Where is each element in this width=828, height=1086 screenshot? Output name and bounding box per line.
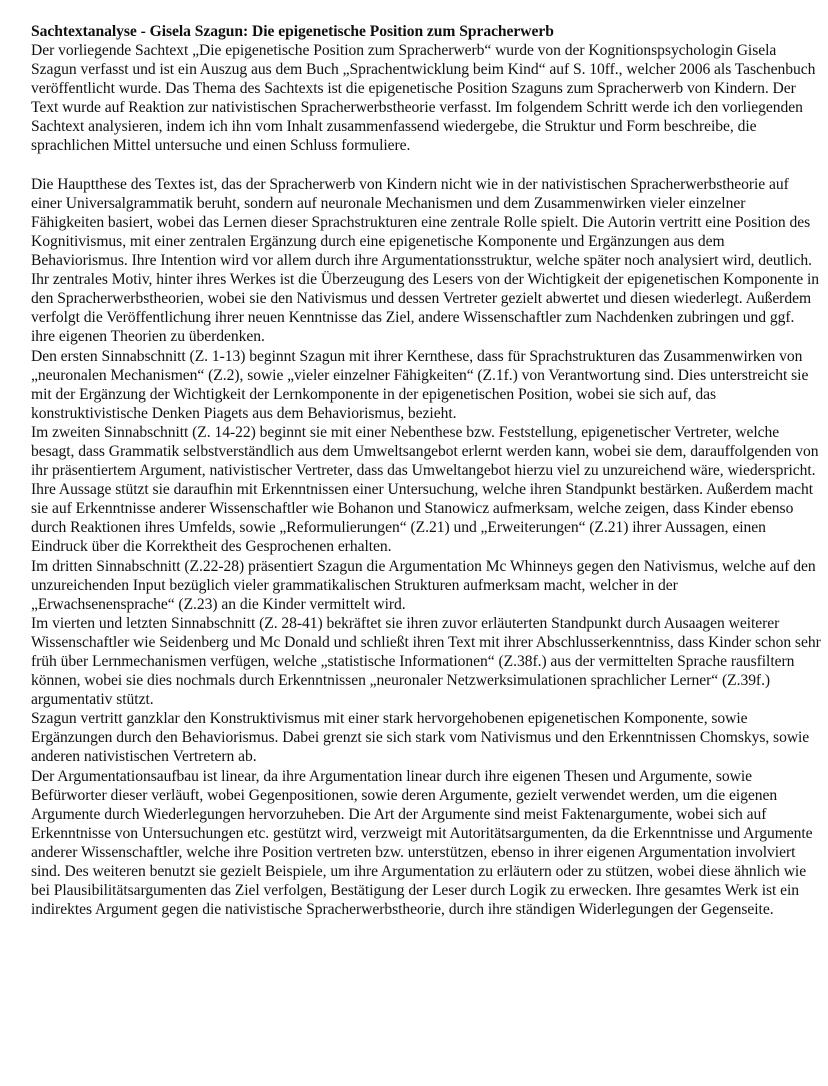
paragraph-section-four: Im vierten und letzten Sinnabschnitt (Z. 28-41) bekräftet sie ihren zuvor erläuterten Standpunkt durch Ausaagen weiterer Wissenschaftler wie Seidenberg und Mc Donald und schließt ihren Text mit ihrer Abschlusserkenntniss, dass Kinder schon sehr früh über Lernmechanismen verfügen, welche „statistische Informationen“ (Z.38f.) aus der vermittelten Sprache rausfiltern können, wobei sie dies nochmals durch Erkenntnissen „neuronaler Netzwerksimulationen sprachlicher Lerner“ (Z.39f.) argumentativ stützt.: [31, 614, 821, 709]
paragraph-main-thesis: Die Hauptthese des Textes ist, das der Spracherwerb von Kindern nicht wie in der nativistischen Spracherwerbstheorie auf einer Universalgrammatik beruht, sondern auf neuronale Mechanismen und dem Zusammenwirken vieler einzelner Fähigkeiten basiert, wobei das Lernen dieser Sprachstrukturen eine zentrale Rolle spielt. Die Autorin vertritt eine Position des Kognitivismus, mit einer zentralen Ergänzung durch eine epigenetische Komponente und Ergänzungen aus dem Behaviorismus. Ihre Intention wird vor allem durch ihre Argumentationsstruktur, welche später noch analysiert wird, deutlich. Ihr zentrales Motiv, hinter ihres Werkes ist die Überzeugung des Lesers von der Wichtigkeit der epigenetischen Komponente in den Spracherwerbstheorien, wobei sie den Nativismus und dessen Vertreter gezielt abwertet und diesen wiederlegt. Außerdem verfolgt die Veröffentlichung ihrer neuen Kenntnisse das Ziel, andere Wissenschaftler zum Nachdenken zubringen und ggf. ihre eigenen Theorien zu überdenken.: [31, 175, 819, 346]
paragraph-argumentation: Der Argumentationsaufbau ist linear, da ihre Argumentation linear durch ihre eigenen Thesen und Argumente, sowie Befürworter dieser verläuft, wobei Gegenpositionen, sowie deren Argumente, gezielt verwendet werden, um die eigenen Argumente durch Wiederlegungen hervorzuheben. Die Art der Argumente sind meist Faktenargumente, wobei sich auf Erkenntnisse von Untersuchungen etc. gestützt wird, verzweigt mit Autoritätsargumenten, da die Erkenntnisse und Argumente anderer Wissenschaftler, welche ihre Position vertreten bzw. unterstützen, ebenso in ihrer eigenen Argumentation involviert sind. Des weiteren benutzt sie gezielt Beispiele, um ihre Argumentation zu erläutern oder zu stützen, wobei diese ähnlich wie bei Plausibilitätsargumenten das Ziel verfolgen, Bestätigung der Leser durch Logik zu erwecken. Ihre gesamtes Werk ist ein indirektes Argument gegen die nativistische Spracherwerbstheorie, durch ihre ständigen Widerlegungen der Gegenseite.: [31, 767, 813, 919]
paragraph-introduction: Der vorliegende Sachtext „Die epigenetische Position zum Spracherwerb“ wurde von der Kognitionspsychologin Gisela Szagun verfasst und ist ein Auszug aus dem Buch „Sprachentwicklung beim Kind“ auf S. 10ff., welcher 2006 als Taschenbuch veröffentlicht wurde. Das Thema des Sachtexts ist die epigenetische Position Szaguns zum Spracherwerb von Kindern. Der Text wurde auf Reaktion zur nativistischen Spracherwerbstheorie verfasst. Im folgendem Schritt werde ich den vorliegenden Sachtext analysieren, indem ich ihn vom Inhalt zusammenfassend wiedergebe, die Struktur und Form beschreibe, die sprachlichen Mittel untersuche und einen Schluss formuliere.: [31, 42, 816, 155]
paragraph-section-three: Im dritten Sinnabschnitt (Z.22-28) präsentiert Szagun die Argumentation Mc Whinneys gegen den Nativismus, welche auf den unzureichenden Input bezüglich vieler grammatikalischen Strukturen aufmerksam macht, welcher in der „Erwachsenensprache“ (Z.23) an die Kinder vermittelt wird.: [31, 557, 816, 613]
paragraph-position: Szagun vertritt ganzklar den Konstruktivismus mit einer stark hervorgehobenen epigenetischen Komponente, sowie Ergänzungen durch den Behaviorismus. Dabei grenzt sie sich stark vom Nativismus und den Erkenntnissen Chomskys, sowie anderen nativistischen Vertretern ab.: [31, 710, 810, 766]
paragraph-section-one: Den ersten Sinnabschnitt (Z. 1-13) beginnt Szagun mit ihrer Kernthese, dass für Sprachstrukturen das Zusammenwirken von „neuronalen Mechanismen“ (Z.2), sowie „vieler einzelner Fähigkeiten“ (Z.1f.) von Verantwortung sind. Dies unterstreicht sie mit der Ergänzung der Wichtigkeit der Lernkomponente in der epigenetischen Position, wobei sie sich auf, das konstruktivistische Denken Piagets aus dem Behaviorismus, bezieht.: [31, 347, 809, 422]
paragraph-section-two: Im zweiten Sinnabschnitt (Z. 14-22) beginnt sie mit einer Nebenthese bzw. Feststellung, epigenetischer Vertreter, welche besagt, dass Grammatik selbstverständlich aus dem Umweltsangebot erlernt werden kann, wobei sie dem, darauffolgenden von ihr präsentiertem Argument, nativistischer Vertreter, dass das Umweltangebot hierzu viel zu unzureichend wäre, wiederspricht. Ihre Aussage stützt sie daraufhin mit Erkenntnissen einer Untersuchung, welche ihren Standpunkt bestärken. Außerdem macht sie auf Erkenntnisse anderer Wissenschaftler wie Bohanon und Stanowicz aufmerksam, welche zeigen, dass Kinder ebenso durch Reaktionen ihres Umfelds, sowie „Reformulierungen“ (Z.21) und „Erweiterungen“ (Z.21) ihrer Aussagen, einen Eindruck über die Korrektheit des Gesprochenen erhalten.: [31, 423, 819, 556]
document-title: Sachtextanalyse - Gisela Szagun: Die epigenetische Position zum Spracherwerb: [31, 23, 554, 40]
document-page: [31, 22, 821, 919]
